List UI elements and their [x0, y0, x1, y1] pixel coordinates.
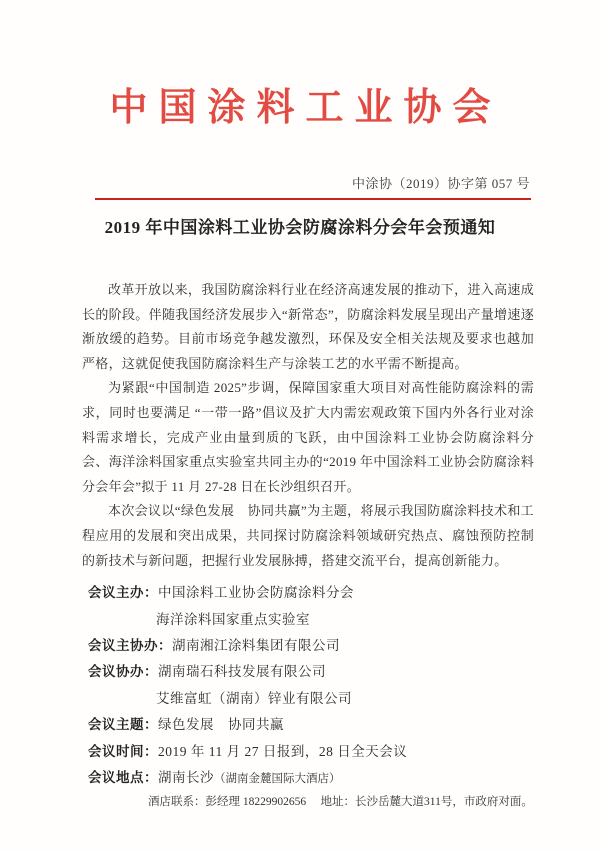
info-value: 艾维富虹（湖南）锌业有限公司	[156, 690, 352, 706]
info-value: 2019 年 11 月 27 日报到，28 日全天会议	[158, 743, 408, 759]
info-value: 湖南长沙	[158, 769, 214, 785]
info-row-time	[88, 739, 600, 765]
info-label: 会议主协办：	[88, 637, 172, 653]
paragraph: 为紧跟“中国制造 2025”步调，保障国家重大项目对高性能防腐涂料的需求，同时也要满足 “一带一路”倡议及扩大内需宏观政策下国内外各行业对涂料需求增长，完成产业由量到质的飞跃，由中国涂料工业协会防腐涂料分会、海洋涂料国家重点实验室共同主办的“2019 年中国涂料工业协会防腐涂料分会年会”拟于 11 月 27-28 日在长沙组织召开。	[82, 380, 534, 494]
info-value: 中国涂料工业协会防腐涂料分会	[158, 585, 354, 601]
paragraph: 改革开放以来，我国防腐涂料行业在经济高速发展的推动下，进入高速成长的阶段。伴随我国经济发展步入“新常态”，防腐涂料发展呈现出产量增速逐渐放缓的趋势。目前市场竞争越发激烈，环保及安全相关法规及要求也越加严格，这就促使我国防腐涂料生产与涂装工艺的水平需不断提高。	[82, 282, 534, 371]
meeting-info-block	[88, 580, 600, 813]
info-row-organizer	[88, 659, 600, 685]
info-row-theme	[88, 712, 600, 738]
info-row-location	[88, 765, 600, 792]
document-body	[82, 278, 534, 573]
info-row-host-2	[88, 607, 600, 633]
info-row-co-host	[88, 633, 600, 659]
info-label: 会议主办：	[88, 585, 158, 601]
info-label: 会议时间：	[88, 743, 158, 759]
info-location-note: （湖南金麓国际大酒店）	[214, 772, 341, 785]
info-label: 会议主题：	[88, 717, 158, 733]
paragraph: 本次会议以“绿色发展 协同共赢”为主题，将展示我国防腐涂料技术和工程应用的发展和突出成果，共同探讨防腐涂料领域研究热点、腐蚀预防控制的新技术与新问题，把握行业发展脉搏，搭建交流平台，提高创新能力。	[82, 503, 534, 568]
info-label: 会议地点：	[88, 769, 158, 785]
info-value: 绿色发展 协同共赢	[158, 717, 284, 733]
info-value: 湖南瑞石科技发展有限公司	[158, 664, 326, 680]
hotel-contact-line: 酒店联系：彭经理 18229902656 地址：长沙岳麓大道311号，市政府对面。	[148, 796, 533, 809]
info-row-host	[88, 580, 600, 606]
doc-number: 中涂协（2019）协字第 057 号	[351, 176, 530, 191]
letterhead-org-title: 中国涂料工业协会	[109, 87, 502, 129]
info-value: 海洋涂料国家重点实验室	[156, 611, 310, 627]
info-value: 湖南湘江涂料集团有限公司	[172, 637, 340, 653]
info-row-organizer-2	[88, 686, 600, 712]
info-label: 会议协办：	[88, 664, 158, 680]
document-title: 2019 年中国涂料工业协会防腐涂料分会年会预通知	[104, 218, 496, 237]
red-rule-divider	[95, 198, 531, 200]
